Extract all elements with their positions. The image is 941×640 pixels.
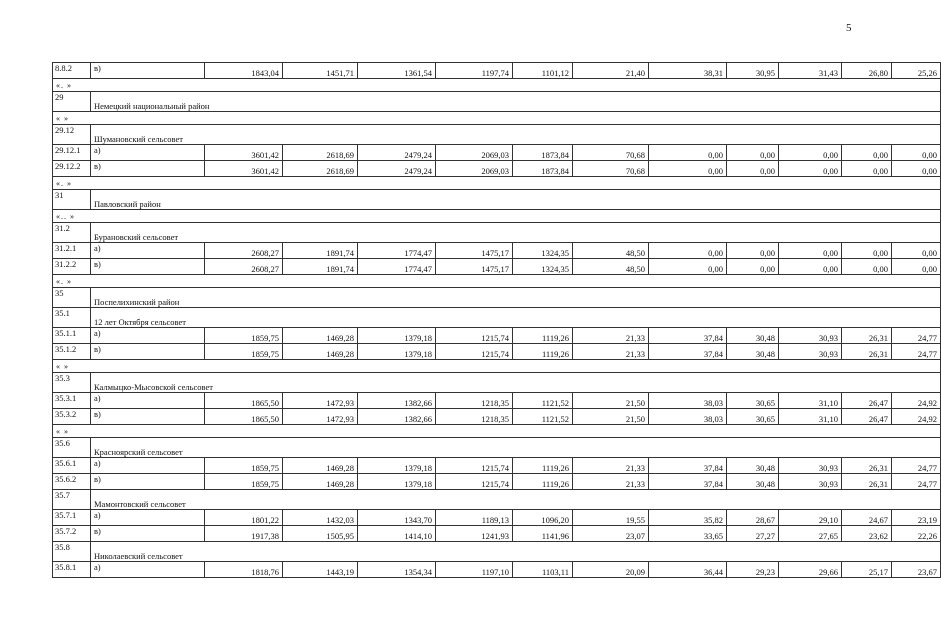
value-cell: 30,48 bbox=[727, 328, 779, 344]
table-row bbox=[53, 474, 941, 490]
value-cell: 26,80 bbox=[842, 63, 892, 79]
section-code: 31.2 bbox=[53, 223, 91, 243]
table-row bbox=[53, 510, 941, 526]
section-row bbox=[53, 490, 941, 510]
row-code: 35.7.1 bbox=[53, 510, 91, 526]
value-cell: 0,00 bbox=[842, 243, 892, 259]
value-cell: 1859,75 bbox=[205, 344, 283, 360]
value-cell: 27,27 bbox=[727, 526, 779, 542]
value-cell: 28,67 bbox=[727, 510, 779, 526]
value-cell: 26,31 bbox=[842, 474, 892, 490]
value-cell: 0,00 bbox=[842, 259, 892, 275]
value-cell: 1119,26 bbox=[513, 344, 573, 360]
value-cell: 1354,34 bbox=[358, 562, 436, 578]
value-cell: 24,92 bbox=[892, 409, 941, 425]
value-cell: 1414,10 bbox=[358, 526, 436, 542]
value-cell: 0,00 bbox=[779, 243, 842, 259]
value-cell: 2618,69 bbox=[283, 145, 358, 161]
value-cell: 1891,74 bbox=[283, 243, 358, 259]
row-subitem: в) bbox=[91, 409, 205, 425]
section-row bbox=[53, 125, 941, 145]
section-title: Мамонтовский сельсовет bbox=[91, 490, 941, 510]
row-code: 35.3.1 bbox=[53, 393, 91, 409]
value-cell: 31,10 bbox=[779, 409, 842, 425]
value-cell: 1472,93 bbox=[283, 393, 358, 409]
continuation-mark: « » bbox=[53, 360, 941, 373]
value-cell: 24,77 bbox=[892, 328, 941, 344]
value-cell: 1379,18 bbox=[358, 474, 436, 490]
section-row bbox=[53, 288, 941, 308]
row-subitem: а) bbox=[91, 562, 205, 578]
value-cell: 26,31 bbox=[842, 458, 892, 474]
continuation-row bbox=[53, 425, 941, 438]
continuation-row bbox=[53, 177, 941, 190]
value-cell: 30,48 bbox=[727, 474, 779, 490]
section-row bbox=[53, 308, 941, 328]
row-code: 31.2.2 bbox=[53, 259, 91, 275]
row-subitem: в) bbox=[91, 259, 205, 275]
table-row bbox=[53, 328, 941, 344]
value-cell: 1379,18 bbox=[358, 458, 436, 474]
table-row bbox=[53, 409, 941, 425]
value-cell: 0,00 bbox=[649, 259, 727, 275]
value-cell: 38,03 bbox=[649, 409, 727, 425]
value-cell: 1121,52 bbox=[513, 393, 573, 409]
value-cell: 1379,18 bbox=[358, 328, 436, 344]
section-code: 35 bbox=[53, 288, 91, 308]
value-cell: 0,00 bbox=[892, 161, 941, 177]
value-cell: 1469,28 bbox=[283, 474, 358, 490]
value-cell: 48,50 bbox=[573, 259, 649, 275]
value-cell: 1121,52 bbox=[513, 409, 573, 425]
section-code: 31 bbox=[53, 190, 91, 210]
value-cell: 1382,66 bbox=[358, 393, 436, 409]
table-row bbox=[53, 526, 941, 542]
value-cell: 1189,13 bbox=[436, 510, 513, 526]
value-cell: 1451,71 bbox=[283, 63, 358, 79]
section-title: 12 лет Октября сельсовет bbox=[91, 308, 941, 328]
value-cell: 20,09 bbox=[573, 562, 649, 578]
value-cell: 1343,70 bbox=[358, 510, 436, 526]
row-code: 8.8.2 bbox=[53, 63, 91, 79]
value-cell: 31,10 bbox=[779, 393, 842, 409]
continuation-row bbox=[53, 210, 941, 223]
value-cell: 0,00 bbox=[649, 161, 727, 177]
continuation-mark: « » bbox=[53, 112, 941, 125]
section-row bbox=[53, 373, 941, 393]
section-title: Николаевский сельсовет bbox=[91, 542, 941, 562]
value-cell: 27,65 bbox=[779, 526, 842, 542]
value-cell: 29,10 bbox=[779, 510, 842, 526]
value-cell: 2069,03 bbox=[436, 145, 513, 161]
row-subitem: а) bbox=[91, 510, 205, 526]
value-cell: 0,00 bbox=[892, 259, 941, 275]
value-cell: 1475,17 bbox=[436, 243, 513, 259]
value-cell: 35,82 bbox=[649, 510, 727, 526]
value-cell: 37,84 bbox=[649, 344, 727, 360]
value-cell: 23,67 bbox=[892, 562, 941, 578]
tariff-table bbox=[52, 62, 941, 578]
value-cell: 70,68 bbox=[573, 161, 649, 177]
value-cell: 21,40 bbox=[573, 63, 649, 79]
value-cell: 1382,66 bbox=[358, 409, 436, 425]
table-body bbox=[53, 63, 941, 578]
value-cell: 1197,10 bbox=[436, 562, 513, 578]
section-code: 35.6 bbox=[53, 438, 91, 458]
value-cell: 25,17 bbox=[842, 562, 892, 578]
value-cell: 19,55 bbox=[573, 510, 649, 526]
section-row bbox=[53, 223, 941, 243]
value-cell: 1774,47 bbox=[358, 259, 436, 275]
value-cell: 29,23 bbox=[727, 562, 779, 578]
value-cell: 0,00 bbox=[779, 259, 842, 275]
table-row bbox=[53, 243, 941, 259]
value-cell: 30,93 bbox=[779, 458, 842, 474]
section-row bbox=[53, 92, 941, 112]
value-cell: 1472,93 bbox=[283, 409, 358, 425]
value-cell: 1241,93 bbox=[436, 526, 513, 542]
value-cell: 33,65 bbox=[649, 526, 727, 542]
value-cell: 0,00 bbox=[649, 243, 727, 259]
value-cell: 24,77 bbox=[892, 344, 941, 360]
value-cell: 24,92 bbox=[892, 393, 941, 409]
row-code: 35.1.2 bbox=[53, 344, 91, 360]
row-subitem: в) bbox=[91, 63, 205, 79]
value-cell: 21,50 bbox=[573, 393, 649, 409]
section-code: 35.1 bbox=[53, 308, 91, 328]
row-code: 35.6.1 bbox=[53, 458, 91, 474]
value-cell: 1215,74 bbox=[436, 328, 513, 344]
page-number: 5 bbox=[846, 22, 852, 34]
value-cell: 1443,19 bbox=[283, 562, 358, 578]
value-cell: 30,65 bbox=[727, 409, 779, 425]
value-cell: 1859,75 bbox=[205, 328, 283, 344]
continuation-row bbox=[53, 112, 941, 125]
value-cell: 1197,74 bbox=[436, 63, 513, 79]
value-cell: 1324,35 bbox=[513, 243, 573, 259]
section-title: Немецкий национальный район bbox=[91, 92, 941, 112]
section-code: 35.8 bbox=[53, 542, 91, 562]
row-subitem: а) bbox=[91, 145, 205, 161]
value-cell: 1859,75 bbox=[205, 458, 283, 474]
value-cell: 26,47 bbox=[842, 409, 892, 425]
value-cell: 1324,35 bbox=[513, 259, 573, 275]
section-title: Павловский район bbox=[91, 190, 941, 210]
value-cell: 2608,27 bbox=[205, 243, 283, 259]
continuation-mark: «. » bbox=[53, 275, 941, 288]
section-code: 29 bbox=[53, 92, 91, 112]
table-row bbox=[53, 458, 941, 474]
section-row bbox=[53, 542, 941, 562]
value-cell: 1218,35 bbox=[436, 393, 513, 409]
value-cell: 1818,76 bbox=[205, 562, 283, 578]
continuation-row bbox=[53, 79, 941, 92]
value-cell: 30,93 bbox=[779, 328, 842, 344]
value-cell: 1096,20 bbox=[513, 510, 573, 526]
value-cell: 37,84 bbox=[649, 328, 727, 344]
row-subitem: а) bbox=[91, 243, 205, 259]
value-cell: 3601,42 bbox=[205, 161, 283, 177]
section-title: Красноярский сельсовет bbox=[91, 438, 941, 458]
value-cell: 37,84 bbox=[649, 474, 727, 490]
row-subitem: в) bbox=[91, 161, 205, 177]
section-code: 35.3 bbox=[53, 373, 91, 393]
value-cell: 24,77 bbox=[892, 458, 941, 474]
value-cell: 31,43 bbox=[779, 63, 842, 79]
value-cell: 25,26 bbox=[892, 63, 941, 79]
value-cell: 24,67 bbox=[842, 510, 892, 526]
value-cell: 1475,17 bbox=[436, 259, 513, 275]
section-title: Шумановский сельсовет bbox=[91, 125, 941, 145]
value-cell: 21,50 bbox=[573, 409, 649, 425]
value-cell: 0,00 bbox=[892, 243, 941, 259]
value-cell: 0,00 bbox=[779, 145, 842, 161]
value-cell: 1215,74 bbox=[436, 458, 513, 474]
value-cell: 0,00 bbox=[727, 243, 779, 259]
continuation-row bbox=[53, 360, 941, 373]
value-cell: 1218,35 bbox=[436, 409, 513, 425]
table-row bbox=[53, 145, 941, 161]
value-cell: 1215,74 bbox=[436, 344, 513, 360]
value-cell: 2618,69 bbox=[283, 161, 358, 177]
value-cell: 2479,24 bbox=[358, 145, 436, 161]
value-cell: 48,50 bbox=[573, 243, 649, 259]
value-cell: 1469,28 bbox=[283, 328, 358, 344]
value-cell: 38,03 bbox=[649, 393, 727, 409]
value-cell: 21,33 bbox=[573, 328, 649, 344]
value-cell: 1843,04 bbox=[205, 63, 283, 79]
value-cell: 1801,22 bbox=[205, 510, 283, 526]
value-cell: 70,68 bbox=[573, 145, 649, 161]
value-cell: 1141,96 bbox=[513, 526, 573, 542]
value-cell: 23,62 bbox=[842, 526, 892, 542]
section-row bbox=[53, 190, 941, 210]
value-cell: 1101,12 bbox=[513, 63, 573, 79]
value-cell: 1361,54 bbox=[358, 63, 436, 79]
value-cell: 1119,26 bbox=[513, 328, 573, 344]
value-cell: 36,44 bbox=[649, 562, 727, 578]
value-cell: 1432,03 bbox=[283, 510, 358, 526]
value-cell: 30,65 bbox=[727, 393, 779, 409]
continuation-row bbox=[53, 275, 941, 288]
row-subitem: в) bbox=[91, 526, 205, 542]
table-row bbox=[53, 161, 941, 177]
value-cell: 30,48 bbox=[727, 458, 779, 474]
value-cell: 1917,38 bbox=[205, 526, 283, 542]
value-cell: 1505,95 bbox=[283, 526, 358, 542]
value-cell: 0,00 bbox=[892, 145, 941, 161]
value-cell: 0,00 bbox=[727, 259, 779, 275]
continuation-mark: « » bbox=[53, 425, 941, 438]
section-title: Бурановский сельсовет bbox=[91, 223, 941, 243]
value-cell: 1469,28 bbox=[283, 344, 358, 360]
row-code: 35.8.1 bbox=[53, 562, 91, 578]
row-code: 35.6.2 bbox=[53, 474, 91, 490]
value-cell: 24,77 bbox=[892, 474, 941, 490]
value-cell: 37,84 bbox=[649, 458, 727, 474]
value-cell: 21,33 bbox=[573, 344, 649, 360]
continuation-mark: «. » bbox=[53, 177, 941, 190]
value-cell: 0,00 bbox=[727, 161, 779, 177]
value-cell: 30,95 bbox=[727, 63, 779, 79]
value-cell: 1119,26 bbox=[513, 474, 573, 490]
row-code: 35.7.2 bbox=[53, 526, 91, 542]
value-cell: 1379,18 bbox=[358, 344, 436, 360]
table-row bbox=[53, 63, 941, 79]
value-cell: 0,00 bbox=[779, 161, 842, 177]
value-cell: 0,00 bbox=[727, 145, 779, 161]
value-cell: 2069,03 bbox=[436, 161, 513, 177]
continuation-mark: «.. » bbox=[53, 210, 941, 223]
value-cell: 1891,74 bbox=[283, 259, 358, 275]
row-subitem: а) bbox=[91, 393, 205, 409]
row-subitem: а) bbox=[91, 328, 205, 344]
row-subitem: в) bbox=[91, 344, 205, 360]
value-cell: 1873,84 bbox=[513, 161, 573, 177]
value-cell: 38,31 bbox=[649, 63, 727, 79]
value-cell: 21,33 bbox=[573, 458, 649, 474]
value-cell: 3601,42 bbox=[205, 145, 283, 161]
value-cell: 21,33 bbox=[573, 474, 649, 490]
value-cell: 1865,50 bbox=[205, 409, 283, 425]
row-code: 35.3.2 bbox=[53, 409, 91, 425]
value-cell: 30,93 bbox=[779, 344, 842, 360]
value-cell: 0,00 bbox=[842, 161, 892, 177]
value-cell: 1215,74 bbox=[436, 474, 513, 490]
section-row bbox=[53, 438, 941, 458]
value-cell: 1469,28 bbox=[283, 458, 358, 474]
value-cell: 1865,50 bbox=[205, 393, 283, 409]
value-cell: 23,07 bbox=[573, 526, 649, 542]
value-cell: 30,93 bbox=[779, 474, 842, 490]
value-cell: 2479,24 bbox=[358, 161, 436, 177]
section-code: 29.12 bbox=[53, 125, 91, 145]
row-code: 29.12.1 bbox=[53, 145, 91, 161]
value-cell: 22,26 bbox=[892, 526, 941, 542]
value-cell: 26,47 bbox=[842, 393, 892, 409]
value-cell: 1859,75 bbox=[205, 474, 283, 490]
row-code: 35.1.1 bbox=[53, 328, 91, 344]
value-cell: 29,66 bbox=[779, 562, 842, 578]
row-code: 29.12.2 bbox=[53, 161, 91, 177]
section-title: Калмыцко-Мысовской сельсовет bbox=[91, 373, 941, 393]
table-row bbox=[53, 562, 941, 578]
value-cell: 0,00 bbox=[842, 145, 892, 161]
table-row bbox=[53, 393, 941, 409]
value-cell: 1774,47 bbox=[358, 243, 436, 259]
section-title: Поспелихинский район bbox=[91, 288, 941, 308]
value-cell: 2608,27 bbox=[205, 259, 283, 275]
row-subitem: а) bbox=[91, 458, 205, 474]
section-code: 35.7 bbox=[53, 490, 91, 510]
row-code: 31.2.1 bbox=[53, 243, 91, 259]
value-cell: 1873,84 bbox=[513, 145, 573, 161]
value-cell: 30,48 bbox=[727, 344, 779, 360]
value-cell: 1103,11 bbox=[513, 562, 573, 578]
value-cell: 26,31 bbox=[842, 328, 892, 344]
value-cell: 23,19 bbox=[892, 510, 941, 526]
table-row bbox=[53, 259, 941, 275]
continuation-mark: «. » bbox=[53, 79, 941, 92]
value-cell: 0,00 bbox=[649, 145, 727, 161]
table-row bbox=[53, 344, 941, 360]
value-cell: 1119,26 bbox=[513, 458, 573, 474]
value-cell: 26,31 bbox=[842, 344, 892, 360]
row-subitem: в) bbox=[91, 474, 205, 490]
